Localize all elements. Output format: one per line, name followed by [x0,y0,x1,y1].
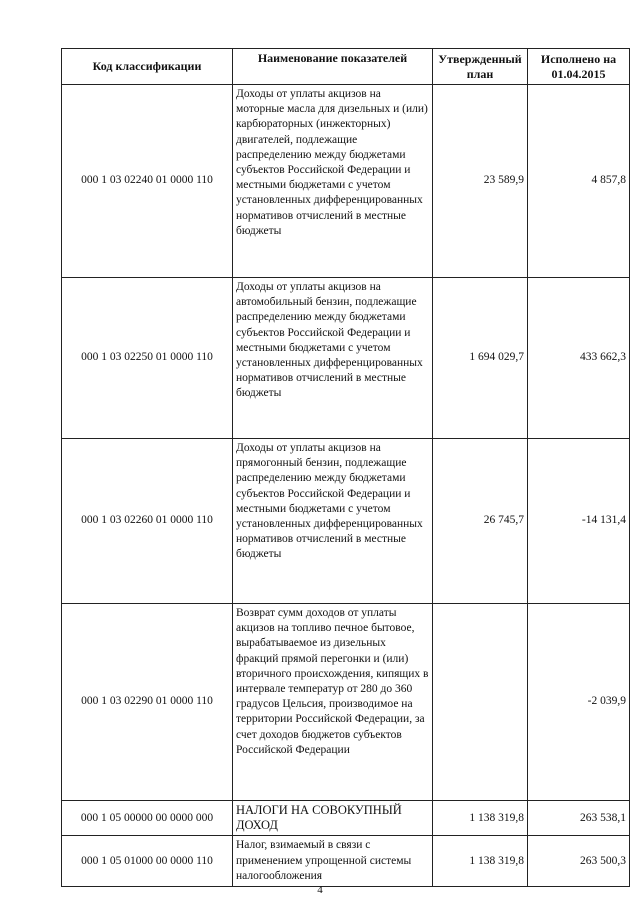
row-executed: -14 131,4 [528,439,630,604]
row-plan: 1 138 319,8 [433,836,528,887]
header-executed: Исполнено на 01.04.2015 [528,49,630,85]
row-plan: 23 589,9 [433,85,528,278]
row-name: Доходы от уплаты акцизов на моторные масла для дизельных и (или) карбюраторных (инжекторных) двигателей, подлежащие распределению между бюджетами субъектов Российской Федерации и местными бюджетами с учетом установленных дифференцированных нормативов отчислений в местные бюджеты [233,85,433,278]
table-header-row [62,49,630,85]
row-code: 000 1 03 02290 01 0000 110 [62,604,233,801]
table-row [62,604,630,801]
header-name: Наименование показателей [233,49,433,85]
table-row [62,85,630,278]
table-row [62,836,630,887]
header-code: Код классификации [62,49,233,85]
row-code: 000 1 03 02260 01 0000 110 [62,439,233,604]
revenue-table [61,48,630,887]
row-code: 000 1 05 00000 00 0000 000 [62,801,233,836]
row-name: Налог, взимаемый в связи с применением упрощенной системы налогообложения [233,836,433,887]
table-row [62,278,630,439]
row-executed: 4 857,8 [528,85,630,278]
header-plan: Утвержденный план [433,49,528,85]
row-code: 000 1 03 02250 01 0000 110 [62,278,233,439]
row-code: 000 1 03 02240 01 0000 110 [62,85,233,278]
row-plan: 1 138 319,8 [433,801,528,836]
row-name: НАЛОГИ НА СОВОКУПНЫЙ ДОХОД [233,801,433,836]
table-row [62,439,630,604]
row-executed: 263 538,1 [528,801,630,836]
row-plan: 1 694 029,7 [433,278,528,439]
row-executed: 263 500,3 [528,836,630,887]
row-name: Возврат сумм доходов от уплаты акцизов на топливо печное бытовое, вырабатываемое из дизельных фракций прямой перегонки и (или) вторичного происхождения, кипящих в интервале температур от 280 до 360 градусов Цельсия, производимое на территории Российской Федерации, за счет доходов бюджетов субъектов Российской Федерации [233,604,433,801]
page-number: 4 [317,884,323,896]
row-name: Доходы от уплаты акцизов на прямогонный бензин, подлежащие распределению между бюджетами субъектов Российской Федерации и местными бюджетами с учетом установленных дифференцированных нормативов отчислений в местные бюджеты [233,439,433,604]
row-plan: 26 745,7 [433,439,528,604]
row-executed: 433 662,3 [528,278,630,439]
row-executed: -2 039,9 [528,604,630,801]
row-name: Доходы от уплаты акцизов на автомобильный бензин, подлежащие распределению между бюджетами субъектов Российской Федерации и местными бюджетами с учетом установленных дифференцированных нормативов отчислений в местные бюджеты [233,278,433,439]
row-plan [433,604,528,801]
row-code: 000 1 05 01000 00 0000 110 [62,836,233,887]
table-row [62,801,630,836]
